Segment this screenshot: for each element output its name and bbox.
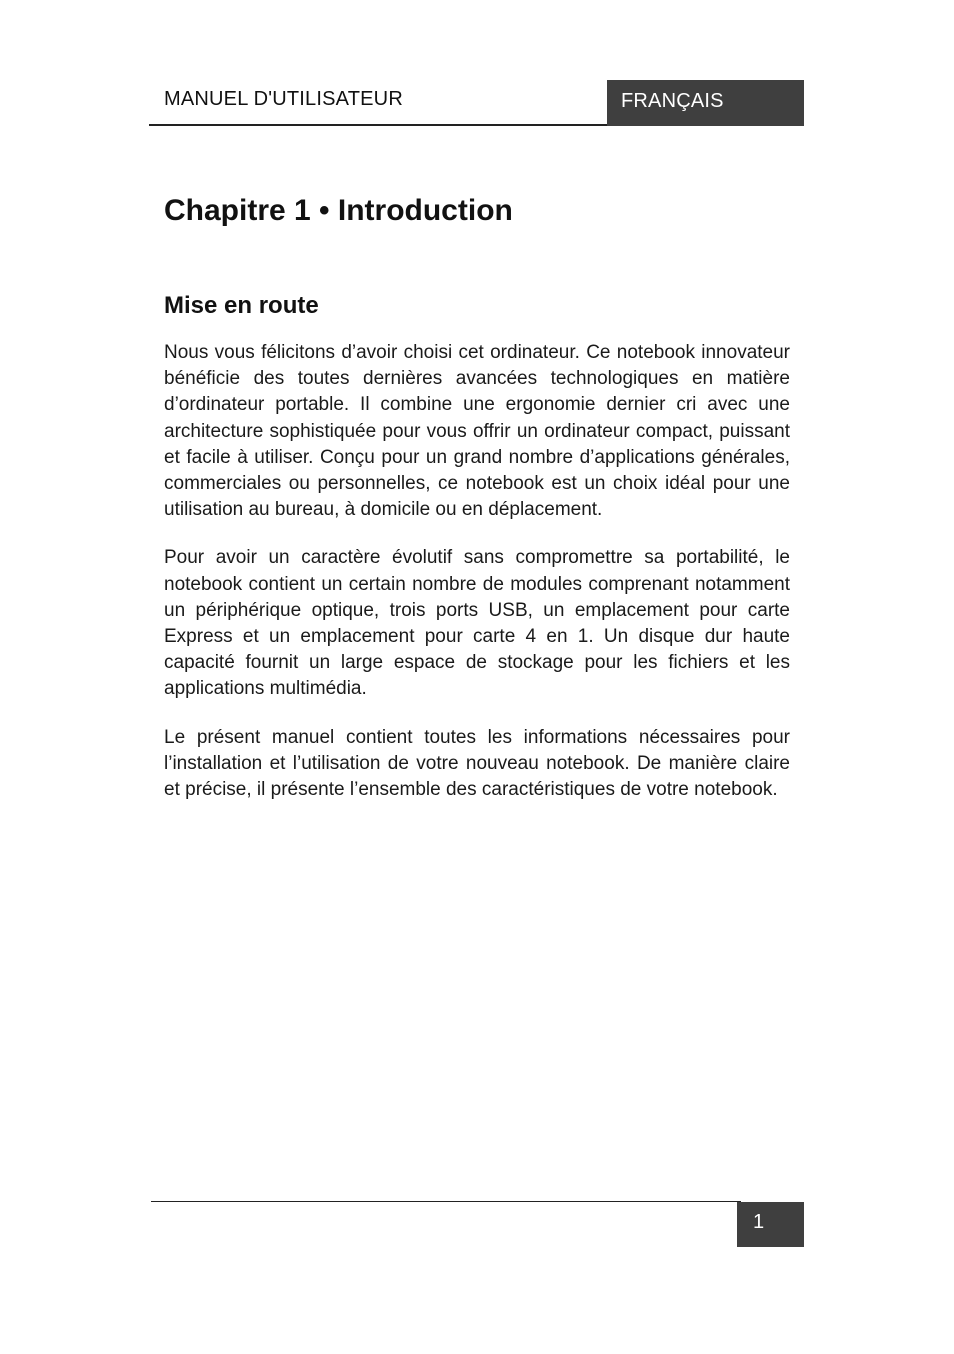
language-badge: FRANÇAIS [607, 80, 804, 126]
chapter-title: Chapitre 1 • Introduction [164, 194, 513, 227]
header-divider [149, 124, 609, 126]
paragraph-manual: Le présent manuel contient toutes les informations nécessaires pour l’installation et l’utilisation de votre nouveau notebook. De manière claire et précise, il présente l’ensemble des caractéristiques de votre notebook. [164, 726, 790, 801]
section-title: Mise en route [164, 292, 319, 319]
page-number: 1 [737, 1202, 804, 1247]
manual-title: MANUEL D'UTILISATEUR [164, 88, 403, 110]
paragraph-intro: Nous vous félicitons d’avoir choisi cet ordinateur. Ce notebook innovateur bénéficie des toutes dernières avancées technologiques en matière d’ordinateur portable. Il combine une ergonomie dernier cri avec une architecture sophistiquée pour vous offrir un ordinateur compact, puissant et facile à utiliser. Conçu pour un grand nombre d’applications générales, commerciales ou personnelles, ce notebook est un choix idéal pour une utilisation au bureau, à domicile ou en déplacement. [164, 342, 790, 521]
paragraph-features: Pour avoir un caractère évolutif sans compromettre sa portabilité, le notebook contient un certain nombre de modules comprenant notamment un périphérique optique, trois ports USB, un emplacement pour carte Express et un emplacement pour carte 4 en 1. Un disque dur haute capacité fournit un large espace de stockage pour les fichiers et les applications multimédia. [164, 547, 790, 700]
footer-divider [151, 1201, 741, 1202]
section-body [164, 340, 790, 825]
